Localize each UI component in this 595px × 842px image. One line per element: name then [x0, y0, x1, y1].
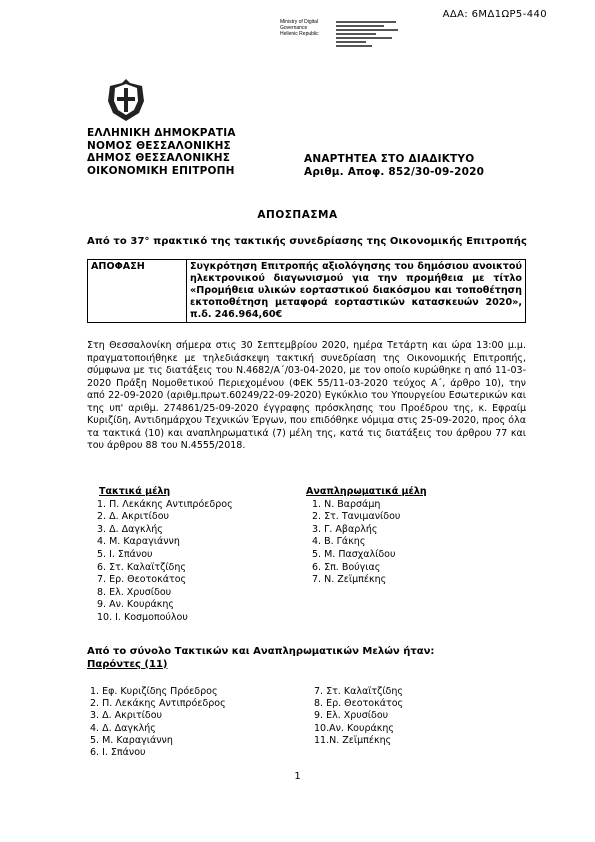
list-item: 4. Μ. Καραγιάννη [97, 536, 180, 548]
alternate-members-list [306, 486, 427, 587]
ada-code: ΑΔΑ: 6ΜΔ1ΩΡ5-440 [442, 9, 547, 20]
issuer-header [87, 127, 236, 177]
attendance-summary [87, 646, 434, 671]
present-members-left [90, 686, 226, 759]
document-title: ΑΠΟΣΠΑΣΜΑ [257, 209, 338, 221]
header-line: ΝΟΜΟΣ ΘΕΣΣΑΛΟΝΙΚΗΣ [87, 139, 231, 152]
page-number: 1 [294, 771, 301, 782]
list-item: 8. Ελ. Χρυσίδου [97, 586, 172, 598]
regular-members-heading: Τακτικά μέλη [99, 486, 171, 497]
present-count: Παρόντες (11) [87, 658, 168, 670]
summary-line: Από το σύνολο Τακτικών και Αναπληρωματικών Μελών ήταν: [87, 646, 435, 657]
alternate-members-heading: Αναπληρωματικά μέλη [306, 486, 427, 497]
list-item: 7. Ν. Ζεϊμπέκης [312, 574, 387, 586]
greek-emblem-icon [106, 77, 146, 123]
list-item: 8. Ερ. Θεοτοκάτος [314, 698, 404, 710]
list-item: 7. Ερ. Θεοτοκάτος [97, 574, 187, 586]
list-item: 9. Ελ. Χρυσίδου [314, 710, 389, 722]
list-item: 2. Π. Λεκάκης Αντιπρόεδρος [90, 698, 226, 710]
list-item: 1. Εφ. Κυριζίδης Πρόεδρος [90, 686, 218, 697]
list-item: 3. Δ. Ακριτίδου [90, 710, 163, 722]
list-item: 5. Ι. Σπάνου [97, 548, 153, 560]
signature-line: Ministry of Digital [280, 19, 319, 25]
decision-label: ΑΠΟΦΑΣΗ [88, 260, 187, 323]
list-item: 1. Ν. Βαρσάμη [312, 498, 381, 510]
header-line: ΔΗΜΟΣ ΘΕΣΣΑΛΟΝΙΚΗΣ [87, 152, 231, 164]
list-item: 4. Β. Γάκης [312, 536, 366, 548]
decision-table [87, 259, 526, 323]
list-item: 3. Δ. Δαγκλής [97, 523, 163, 535]
list-item: 2. Στ. Τανιμανίδου [312, 511, 401, 523]
decision-subject: Συγκρότηση Επιτροπής αξιολόγησης του δημόσιου ανοικτού ηλεκτρονικού διαγωνισμού για την προμήθεια με τίτλο «Προμήθεια υλικών εορταστικού διακόσμου και τοποθέτηση εκτοποθέτηση μεταφορά εορταστικών κατασκευών 2020», π.δ. 246.964,60€ [187, 260, 526, 323]
list-item: 6. Σπ. Βούγιας [312, 561, 381, 573]
decision-reference [304, 153, 484, 178]
list-item: 7. Στ. Καλαϊτζίδης [314, 686, 403, 697]
list-item: 4. Δ. Δαγκλής [90, 722, 156, 734]
signature-line: Hellenic Republic [280, 31, 319, 37]
list-item: 1. Π. Λεκάκης Αντιπρόεδρος [97, 498, 233, 510]
list-item: 9. Αν. Κουράκης [97, 599, 174, 611]
list-item: 3. Γ. Αβαρλής [312, 523, 378, 535]
list-item: 5. Μ. Καραγιάννη [90, 734, 173, 746]
publish-notice: ΑΝΑΡΤΗΤΕΑ ΣΤΟ ΔΙΑΔΙΚΤΥΟ [304, 153, 475, 165]
present-members-right [314, 686, 403, 747]
digital-signature [280, 19, 410, 63]
signature-line: Governance [280, 25, 308, 31]
list-item: 2. Δ. Ακριτίδου [97, 511, 170, 523]
list-item: 6. Ι. Σπάνου [90, 747, 146, 759]
list-item: 10.Αν. Κουράκης [314, 722, 394, 734]
list-item: 10. Ι. Κοσμοπούλου [97, 611, 188, 623]
decision-number: Αριθμ. Αποφ. 852/30-09-2020 [304, 165, 485, 178]
list-item: 5. Μ. Πασχαλίδου [312, 548, 396, 560]
document-subtitle: Από το 37° πρακτικό της τακτικής συνεδρίασης της Οικονομικής Επιτροπής [87, 236, 527, 247]
meeting-paragraph: Στη Θεσσαλονίκη σήμερα στις 30 Σεπτεμβρίου 2020, ημέρα Τετάρτη και ώρα 13:00 μ.μ. πραγματοποιήθηκε με τηλεδιάσκεψη τακτική συνεδρίαση της Οικονομικής Επιτροπής, σύμφωνα με τις διατάξεις του Ν.4682/Α΄/03-04-2020, με τον οποίο κυρώθηκε η από 11-03-2020 Πράξη Νομοθετικού Περιεχομένου (ΦΕΚ 55/11-03-2020 τεύχος Α΄, άρθρο 10), την από 22-09-2020 (αριθμ.πρωτ.60249/22-09-2020) Εγκύκλιο του Υπουργείου Εσωτερικών και της υπ' αριθμ. 274861/25-09-2020 έγγραφης πρόσκλησης του Προέδρου της, κ. Εφραίμ Κυριζίδη, Αντιδημάρχου Τεχνικών Έργων, που επιδόθηκε νόμιμα στις 25-09-2020, προς όλα τα τακτικά (10) και αναπληρωματικά (7) μέλη της, κατά τις διατάξεις του άρθρου 77 και του άρθρου 88 του Ν.4555/2018. [87, 340, 526, 451]
header-line: ΕΛΛΗΝΙΚΗ ΔΗΜΟΚΡΑΤΙΑ [87, 127, 236, 139]
regular-members-list [87, 486, 233, 625]
list-item: 6. Στ. Καλαϊτζίδης [97, 561, 186, 573]
list-item: 11.Ν. Ζεϊμπέκης [314, 734, 392, 746]
signature-details-icon [336, 19, 406, 63]
header-line: ΟΙΚΟΝΟΜΙΚΗ ΕΠΙΤΡΟΠΗ [87, 164, 235, 177]
